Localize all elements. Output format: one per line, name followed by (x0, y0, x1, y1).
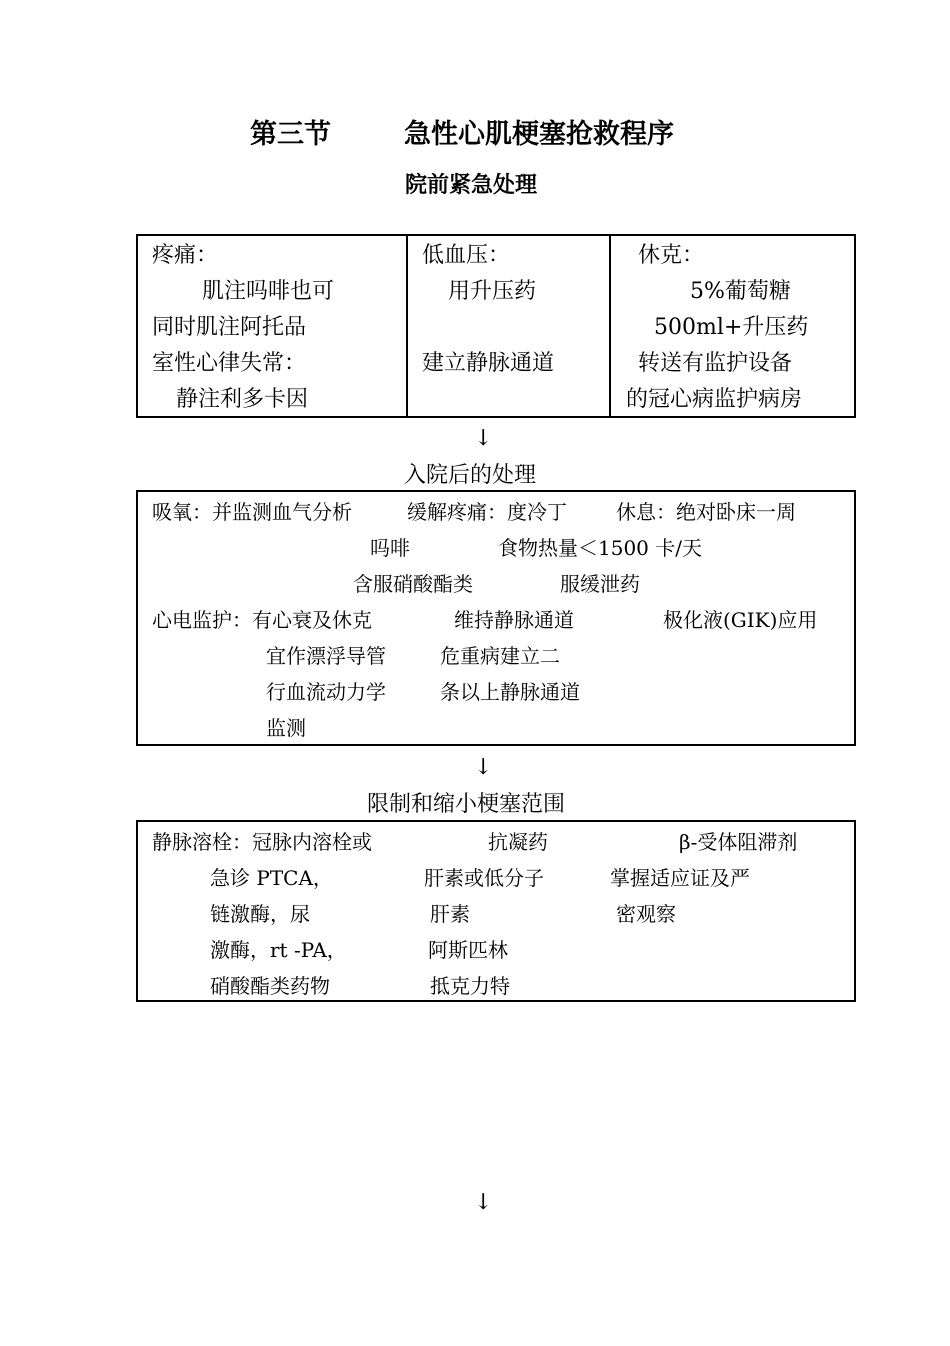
down-arrow-icon: ↓ (474, 426, 493, 451)
text-line: 室性心律失常： (152, 351, 307, 376)
text-line: 含服硝酸酯类 (353, 572, 473, 596)
text-line: 休息：绝对卧床一周 (616, 500, 796, 524)
text-line: 阿斯匹林 (428, 938, 508, 962)
text-line: 的冠心病监护病房 (626, 387, 803, 412)
text-line: 肌注吗啡也可 (202, 279, 335, 304)
text-line: 条以上静脉通道 (440, 680, 580, 704)
text-line: 掌握适应证及严 (610, 866, 750, 890)
text-line: 低血压： (422, 243, 511, 268)
text-line: 极化液(GIK)应用 (663, 608, 818, 632)
text-line: 肝素或低分子 (424, 866, 544, 890)
text-line: 硝酸酯类药物 (210, 974, 330, 998)
text-line: 休克： (638, 243, 705, 268)
text-line: 静脉溶栓：冠脉内溶栓或 (152, 830, 372, 854)
text-line: 转送有监护设备 (638, 351, 793, 376)
text-line: 用升压药 (448, 279, 537, 304)
text-line: 食物热量＜1500 卡/天 (498, 536, 702, 560)
text-line: 吸氧：并监测血气分析 (152, 500, 352, 524)
text-line: 链激酶，尿 (210, 902, 310, 926)
text-line: β-受体阻滞剂 (679, 830, 798, 854)
text-line: 肝素 (430, 902, 470, 926)
down-arrow-icon: ↓ (474, 1190, 493, 1215)
text-line: 危重病建立二 (440, 644, 560, 668)
page-title: 急性心肌梗塞抢救程序 (404, 119, 674, 150)
text-line: 抗凝药 (488, 830, 548, 854)
text-line: 同时肌注阿托品 (152, 315, 307, 340)
text-line: 激酶，rt -PA， (210, 938, 347, 962)
text-line: 静注利多卡因 (176, 387, 309, 412)
column-divider (609, 234, 611, 418)
text-line: 建立静脉通道 (422, 351, 555, 376)
text-line: 急诊 PTCA， (210, 866, 333, 890)
text-line: 行血流动力学 (266, 680, 386, 704)
text-line: 密观察 (616, 902, 676, 926)
text-line: 心电监护：有心衰及休克 (152, 608, 372, 632)
column-divider (406, 234, 408, 418)
down-arrow-icon: ↓ (474, 755, 493, 780)
section-number: 第三节 (250, 119, 331, 150)
text-line: 抵克力特 (430, 974, 510, 998)
text-line: 维持静脉通道 (454, 608, 574, 632)
text-line: 5%葡萄糖 (690, 279, 791, 304)
text-line: 缓解疼痛：度冷丁 (407, 500, 567, 524)
page-subtitle: 院前紧急处理 (405, 173, 538, 198)
text-line: 服缓泄药 (560, 572, 640, 596)
text-line: 宜作漂浮导管 (266, 644, 386, 668)
admission-heading: 入院后的处理 (404, 463, 537, 488)
infarct-heading: 限制和缩小梗塞范围 (367, 792, 566, 817)
text-line: 疼痛： (152, 243, 219, 268)
text-line: 吗啡 (370, 536, 410, 560)
text-line: 监测 (266, 716, 306, 740)
text-line: 500ml+升压药 (654, 315, 809, 340)
